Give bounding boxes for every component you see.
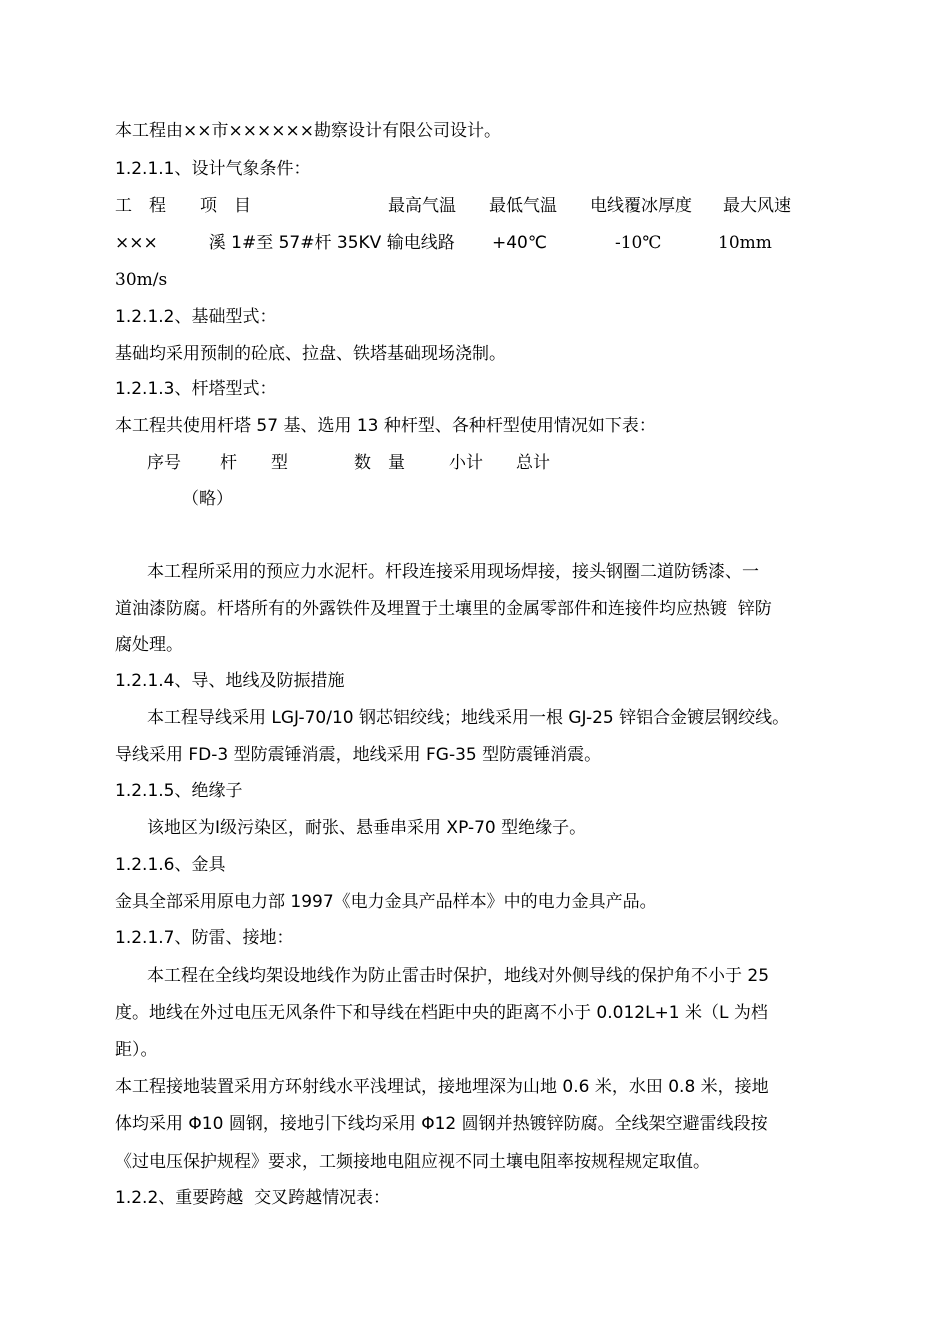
wire-paragraph-line-1: 本工程导线采用 LGJ-70/10 钢芯铝绞线；地线采用一根 GJ-25 锌铝合金镀层钢绞线。 [147,708,790,728]
weather-row-ice: 10mm [718,233,772,253]
foundation-paragraph: 基础均采用预制的砼底、拉盘、铁塔基础现场浇制。 [115,344,506,364]
weather-row-min-temp: -10℃ [615,233,662,253]
tower-header-total: 总计 [516,453,550,473]
weather-header-project: 工 程 项 目 [115,196,251,216]
poles-paragraph-line-2: 道油漆防腐。杆塔所有的外露铁件及埋置于土壤里的金属零部件和连接件均应热镀 锌防 [115,599,772,619]
lightning-paragraph-line-1: 本工程在全线均架设地线作为防止雷击时保护，地线对外侧导线的保护角不小于 25 [147,966,770,986]
poles-paragraph-line-3: 腐处理。 [115,635,183,655]
heading-1-2-1-3: 1.2.1.3、杆塔型式： [115,379,277,399]
intro-paragraph: 本工程由××市××××××勘察设计有限公司设计。 [115,121,501,141]
towers-paragraph: 本工程共使用杆塔 57 基、选用 13 种杆型、各种杆型使用情况如下表： [115,416,656,436]
grounding-paragraph-line-1: 本工程接地装置采用方环射线水平浅埋试，接地埋深为山地 0.6 米，水田 0.8 米，接地 [115,1077,769,1097]
heading-1-2-1-5: 1.2.1.5、绝缘子 [115,781,243,801]
weather-row-max-temp: +40℃ [492,233,547,253]
lightning-paragraph-line-3: 距）。 [115,1040,158,1060]
heading-1-2-1-4: 1.2.1.4、导、地线及防振措施 [115,671,345,691]
wire-paragraph-line-2: 导线采用 FD-3 型防震锤消震，地线采用 FG-35 型防震锤消震。 [115,745,602,765]
weather-header-min-temp: 最低气温 [489,196,557,216]
fittings-paragraph: 金具全部采用原电力部 1997《电力金具产品样本》中的电力金具产品。 [115,892,657,912]
insulator-paragraph: 该地区为Ⅰ级污染区，耐张、悬垂串采用 XP-70 型绝缘子。 [147,818,587,838]
lightning-paragraph-line-2: 度。地线在外过电压无风条件下和导线在档距中央的距离不小于 0.012L+1 米（L 为档 [115,1003,768,1023]
weather-header-ice: 电线覆冰厚度 [590,196,692,216]
heading-1-2-1-6: 1.2.1.6、金具 [115,855,226,875]
omitted-note: （略） [182,489,233,509]
heading-1-2-1-1: 1.2.1.1、设计气象条件： [115,159,311,179]
tower-header-subtotal: 小计 [449,453,483,473]
heading-1-2-1-7: 1.2.1.7、防雷、接地： [115,928,294,948]
poles-paragraph-line-1: 本工程所采用的预应力水泥杆。杆段连接采用现场焊接，接头钢圈二道防锈漆、一 [147,562,759,582]
weather-row-wind: 30m/s [115,270,168,290]
tower-header-qty: 数 量 [354,453,405,473]
weather-header-wind: 最大风速 [723,196,791,216]
heading-1-2-1-2: 1.2.1.2、基础型式： [115,307,277,327]
tower-header-type: 杆 型 [220,453,288,473]
heading-1-2-2: 1.2.2、重要跨越 交叉跨越情况表： [115,1188,391,1208]
grounding-paragraph-line-2: 体均采用 Φ10 圆钢，接地引下线均采用 Φ12 圆钢并热镀锌防腐。全线架空避雷线段按 [115,1114,768,1134]
weather-row-project: ××× 溪 1#至 57#杆 35KV 输电线路 [115,233,455,253]
weather-header-max-temp: 最高气温 [388,196,456,216]
grounding-paragraph-line-3: 《过电压保护规程》要求，工频接地电阻应视不同土壤电阻率按规程规定取值。 [115,1152,710,1172]
tower-header-no: 序号 [147,453,181,473]
